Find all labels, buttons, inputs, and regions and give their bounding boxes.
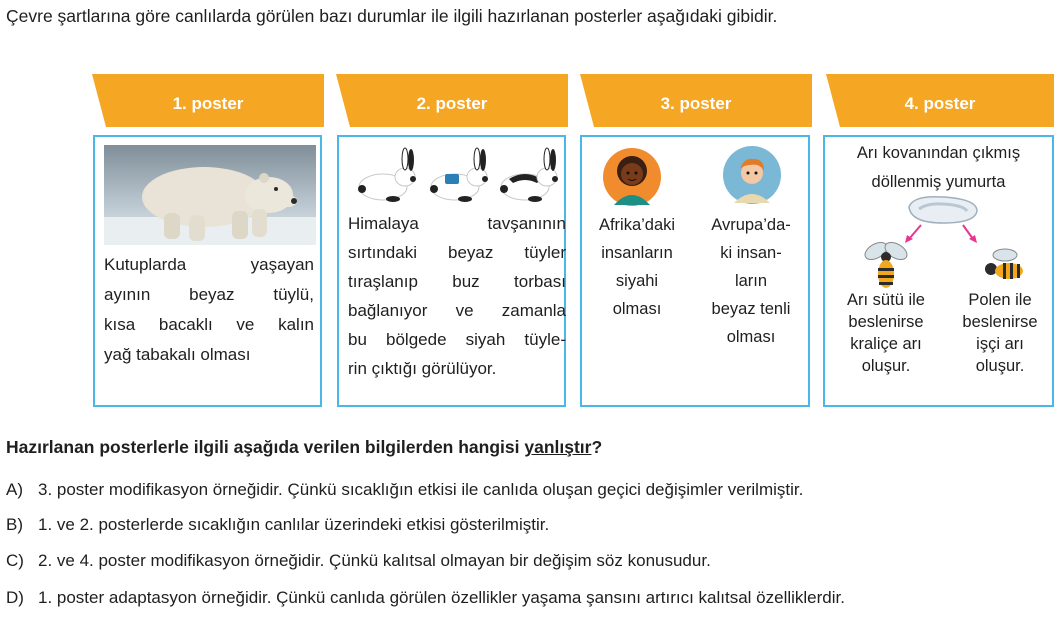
poster-2-tab <box>336 74 568 127</box>
poster-2-card <box>337 135 566 407</box>
poster-4-right-text: Polen ile beslenirse işçi arı oluşur. <box>962 291 1038 375</box>
poster-1-card <box>93 135 322 407</box>
poster-3-left-text: Afrika’daki insanların siyahi olması <box>598 216 676 318</box>
poster-3-right-text: Avrupa’da- ki insan- ların beyaz tenli olması <box>711 216 791 346</box>
poster-1-title: 1. poster <box>172 94 244 113</box>
european-person-icon <box>722 145 782 205</box>
intro-text: Çevre şartlarına göre canlılarda görülen bazı durumlar ile ilgili hazırlanan posterler aşağıdaki gibidir. <box>6 6 778 26</box>
option-a[interactable]: A) 3. poster modifikasyon örneğidir. Çünkü sıcaklığın etkisi ile canlıda oluşan geçici değişimler verilmiştir. <box>6 480 804 499</box>
rabbit-icon <box>345 147 560 207</box>
poster-4-card <box>823 135 1054 407</box>
arrow-right-icon <box>957 223 987 247</box>
poster-4-title: 4. poster <box>904 94 976 113</box>
polar-bear-image <box>104 145 316 245</box>
poster-1-tab <box>92 74 324 127</box>
poster-4-top-text: Arı kovanından çıkmış döllenmiş yumurta <box>856 144 1021 191</box>
african-person-icon <box>602 147 662 207</box>
option-b[interactable]: B) 1. ve 2. posterlerde sıcaklığın canlılar üzerindeki etkisi gösterilmiştir. <box>6 515 550 534</box>
poster-2-text: Himalaya tavşanının sırtındaki beyaz tüyler tıraşlanıp buz torbası bağlanıyor ve zamanla bu bölgede siyah tüyle- rin çıktığı görülüyor. <box>348 214 566 378</box>
question-underlined: yanlıştır <box>524 437 592 457</box>
question-text: Hazırlanan posterlerle ilgili aşağıda verilen bilgilerden hangisi yanlıştır? <box>6 437 603 457</box>
poster-3-tab <box>580 74 812 127</box>
queen-bee-icon <box>861 241 911 291</box>
option-d[interactable]: D) 1. poster adaptasyon örneğidir. Çünkü canlıda görülen özellikler yaşama şansını artırıcı kalıtsal özelliklerdir. <box>6 588 845 607</box>
egg-icon <box>903 193 983 227</box>
poster-4-tab <box>826 74 1054 127</box>
poster-3-card <box>580 135 810 407</box>
worker-bee-icon <box>979 247 1027 287</box>
option-c[interactable]: C) 2. ve 4. poster modifikasyon örneğidir. Çünkü kalıtsal olmayan bir değişim söz konusudur. <box>6 551 711 570</box>
poster-4-left-text: Arı sütü ile beslenirse kraliçe arı oluşur. <box>847 291 925 375</box>
poster-2-title: 2. poster <box>416 94 488 113</box>
poster-1-text: Kutuplarda yaşayan ayının beyaz tüylü, kısa bacaklı ve kalın yağ tabakalı olması <box>104 255 314 364</box>
poster-3-title: 3. poster <box>660 94 732 113</box>
